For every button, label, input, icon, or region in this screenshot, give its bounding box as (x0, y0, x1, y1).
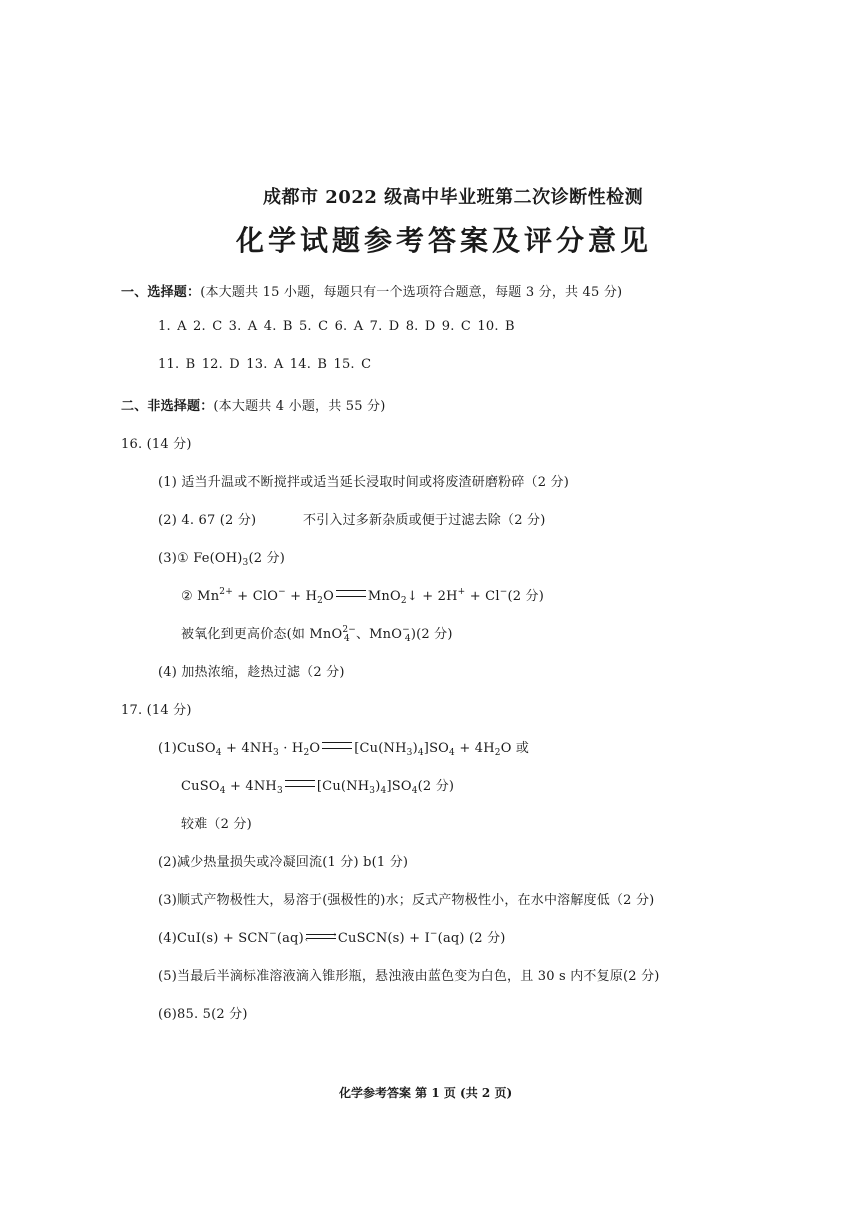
eq-text: · H (278, 741, 304, 756)
answers-row-2: 11. B 12. D 13. A 14. B 15. C (158, 357, 372, 372)
q16-score: (2 分) (248, 551, 286, 566)
q17-part6: (6)85. 5(2 分) (158, 1007, 248, 1022)
eq-subscript: 4 (411, 786, 418, 796)
eq-subscript: 4 (449, 748, 455, 758)
q16-header: 16. (14 分) (121, 437, 192, 452)
eq-subscript: 3 (272, 748, 279, 758)
eq-subscript: 2 (317, 596, 324, 606)
eq-text: ↓ + 2H (406, 589, 458, 604)
q17-part5: (5)当最后半滴标准溶液滴入锥形瓶，悬浊液由蓝色变为白色，且 30 s 内不复原(2 分) (158, 969, 660, 984)
q16-part1: (1) 适当升温或不断搅拌或适当延长浸取时间或将废渣研磨粉碎（2 分) (158, 475, 570, 490)
reversible-arrow-icon: › ‹ (304, 930, 337, 944)
eq-subscript: 4 (219, 786, 226, 796)
q17-header: 17. (14 分) (121, 703, 192, 718)
q16-part2-value: (2) 4. 67 (2 分) (158, 513, 257, 528)
eq-subscript: 2 (400, 596, 407, 606)
eq-text: O 或 (500, 741, 530, 756)
equals-sign (336, 590, 366, 597)
eq-charge: − (499, 587, 508, 597)
q16-part3-2-note (181, 623, 453, 642)
eq-text: CuSO (181, 779, 220, 794)
eq-text: + 4NH (225, 779, 277, 794)
eq-subscript: 2 (494, 748, 501, 758)
eq-text: (aq) (2 分) (437, 931, 506, 946)
eq-text: [Cu(NH (316, 779, 370, 794)
eq-text: O (323, 589, 334, 604)
note-subscript: 4 (344, 634, 350, 644)
page-title: 化学试题参考答案及评分意见 (236, 224, 653, 257)
eq-text: MnO (367, 589, 401, 604)
eq-text: (aq) (276, 931, 304, 946)
eq-charge: − (278, 587, 286, 597)
q17-part2: (2)减少热量损失或冷凝回流(1 分) b(1 分) (158, 855, 409, 870)
eq-text: + ClO (232, 589, 279, 604)
q17-part4 (158, 927, 506, 946)
section1-heading: 一、选择题： (121, 285, 201, 300)
eq-text: ) (375, 779, 381, 794)
q16-equation (181, 585, 544, 604)
eq-subscript: 4 (215, 748, 222, 758)
eq-subscript: 4 (417, 748, 424, 758)
eq-charge: + (457, 587, 466, 597)
note-text: 被氧化到更高价态(如 MnO (181, 627, 343, 642)
q16-part2-reason: 不引入过多新杂质或便于过滤去除（2 分) (303, 513, 546, 528)
page-footer: 化学参考答案 第 1 页 (共 2 页) (339, 1086, 513, 1100)
eq-subscript: 3 (406, 748, 413, 758)
section1-line (121, 281, 622, 300)
eq-text: (1)CuSO (158, 741, 216, 756)
note-subscript: 4 (404, 634, 411, 644)
q16-part4: (4) 加热浓缩，趁热过滤（2 分) (158, 665, 345, 680)
eq-text: [Cu(NH (354, 741, 407, 756)
eq-text: ]SO (423, 741, 450, 756)
q17-part3: (3)顺式产物极性大，易溶于(强极性的)水；反式产物极性小，在水中溶解度低（2 分) (158, 893, 655, 908)
note-charge: − (402, 625, 410, 635)
note-text: 、MnO (355, 627, 403, 642)
q16-formula: (3)① Fe(OH) (158, 551, 243, 566)
eq-charge: 2+ (219, 587, 233, 597)
eq-subscript: 3 (276, 786, 283, 796)
section2-heading: 二、非选择题： (121, 399, 214, 414)
eq-text: + Cl (465, 589, 500, 604)
note-charge: 2− (342, 625, 357, 635)
eq-text: CuSCN(s) + I (337, 931, 430, 946)
eq-subscript: 3 (369, 786, 376, 796)
eq-text: + 4H (454, 741, 495, 756)
eq-text: O (309, 741, 321, 756)
q16-part3-1 (158, 547, 285, 566)
eq-text: (2 分) (507, 589, 544, 604)
eq-text: + 4NH (221, 741, 273, 756)
section2-desc: (本大题共 4 小题，共 55 分) (213, 399, 386, 414)
section1-desc: (本大题共 15 小题，每题只有一个选项符合题意，每题 3 分，共 45 分) (200, 285, 623, 300)
eq-charge: − (429, 929, 438, 939)
eq-charge: − (269, 929, 277, 939)
q17-part1-eq1 (158, 737, 529, 756)
eq-text: + H (285, 589, 318, 604)
section2-line (121, 395, 386, 414)
eq-text: (2 分) (417, 779, 455, 794)
eq-subscript: 4 (380, 786, 387, 796)
equals-sign (285, 780, 315, 787)
eq-text: ② Mn (181, 589, 220, 604)
q16-subscript: 3 (242, 558, 249, 568)
equals-sign (322, 742, 352, 749)
q17-part1-eq2 (181, 775, 454, 794)
eq-text: ]SO (386, 779, 412, 794)
note-text: )(2 分) (410, 627, 453, 642)
eq-text: (4)CuI(s) + SCN (158, 931, 270, 946)
q17-part1-comment: 较难（2 分) (181, 817, 252, 832)
eq-text: ) (412, 741, 418, 756)
eq-subscript: 2 (303, 748, 310, 758)
answers-row-1: 1. A 2. C 3. A 4. B 5. C 6. A 7. D 8. D 9. C 10. B (158, 319, 515, 334)
exam-title: 成都市 2022 级高中毕业班第二次诊断性检测 (263, 187, 644, 208)
